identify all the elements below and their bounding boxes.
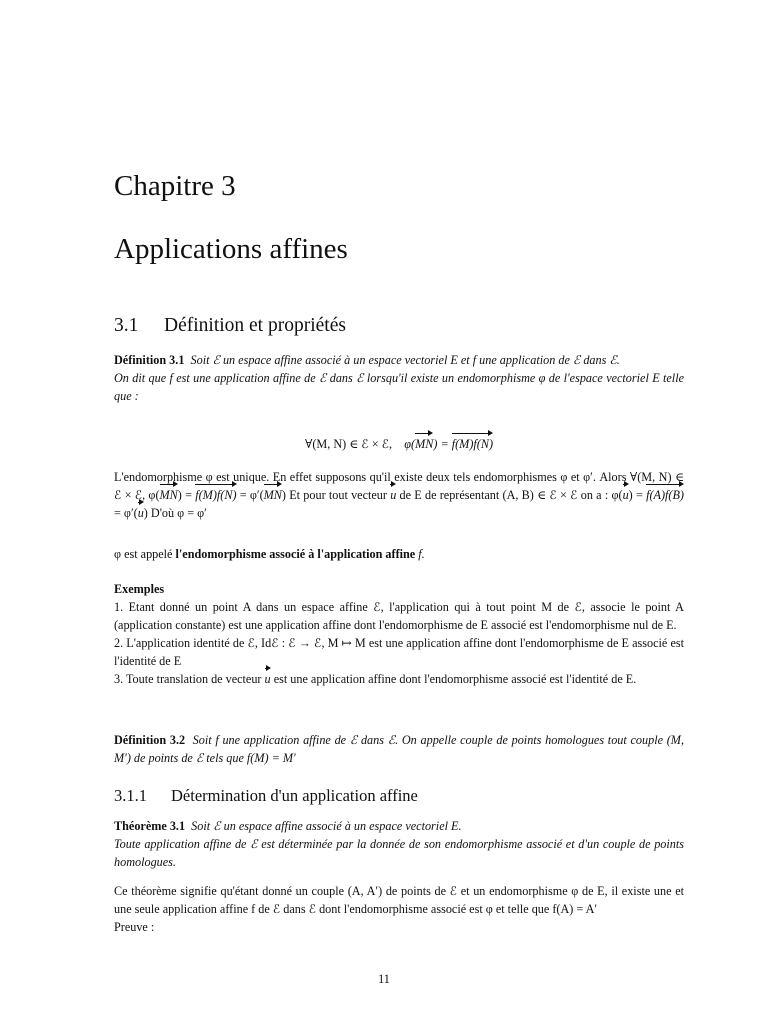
vector-mn: MN xyxy=(263,488,282,502)
section-title: Définition et propriétés xyxy=(164,315,346,336)
formula-quantifier: ∀(M, N) ∈ ℰ × ℰ, xyxy=(304,437,393,451)
text-run: ) Et pour tout vecteur xyxy=(281,488,391,502)
vector-mn: MN xyxy=(415,437,434,451)
theorem-text: Soit ℰ un espace affine associé à un espace vectoriel E. xyxy=(191,819,462,833)
formula-equals: ) = xyxy=(433,437,452,451)
chapter-title: Applications affines xyxy=(114,233,348,265)
vector-u: u xyxy=(137,506,144,520)
example-item: 1. Etant donné un point A dans un espace affine ℰ, l'application qui à tout point M de ℰ, associe le point A (application constante) est une application affine dont l'endomorphisme de E associé est l'endomorphisme nul de E. xyxy=(114,600,684,632)
definition-text: Soit f une application affine de ℰ dans ℰ. On appelle couple de points homologues tout couple (M, M′) de points de ℰ tels que f(M) = M′ xyxy=(114,733,685,765)
theorem-heading: Théorème 3.1 xyxy=(114,819,186,833)
theorem-explanation xyxy=(114,882,684,936)
theorem-3-1 xyxy=(114,817,684,871)
definition-text: On dit que f est une application affine de ℰ dans ℰ lorsqu'il existe un endomorphisme φ de l'espace vectoriel E telle que : xyxy=(114,371,684,403)
display-formula xyxy=(114,435,684,453)
vector-u: u xyxy=(390,488,397,502)
examples-section xyxy=(114,580,684,688)
vector-u: u xyxy=(264,672,271,686)
text-run: ) = xyxy=(628,488,647,502)
proof-label: Preuve : xyxy=(114,920,155,934)
explanation-text: Ce théorème signifie qu'étant donné un couple (A, A′) de points de ℰ et un endomorphisme φ de E, il existe une et une seule application affine f de ℰ dans ℰ dont l'endomorphisme associé est φ et telle que f(A) = A′ xyxy=(114,884,684,916)
text-run: f. xyxy=(418,547,425,561)
text-run: ) = xyxy=(177,488,196,502)
vector-fafb: f(A)f(B) xyxy=(646,488,684,502)
text-run: φ est appelé xyxy=(114,547,176,561)
definition-3-2 xyxy=(114,731,684,767)
formula-phi: φ( xyxy=(404,437,416,451)
text-run: ) D'où φ = φ′ xyxy=(143,506,207,520)
theorem-text: Toute application affine de ℰ est déterminée par la donnée de son endomorphisme associé et d'un couple de points homologues. xyxy=(114,837,684,869)
vector-fmfn: f(M)f(N) xyxy=(195,488,237,502)
subsection-heading xyxy=(114,785,418,807)
vector-u: u xyxy=(622,488,629,502)
definition-text: Soit ℰ un espace affine associé à un espace vectoriel E et f une application de ℰ dans ℰ. xyxy=(190,353,620,367)
definition-heading: Définition 3.2 xyxy=(114,733,186,747)
example-item: 2. L'application identité de ℰ, Idℰ : ℰ → ℰ, M ↦ M est une application affine dont l'endomorphisme de E associé est l'identité de E xyxy=(114,636,684,668)
text-run: de E de représentant (A, B) ∈ ℰ × ℰ on a : φ( xyxy=(396,488,623,502)
subsection-title: Détermination d'un application affine xyxy=(171,786,418,805)
chapter-label: Chapitre 3 xyxy=(114,170,236,202)
example-item: 3. Toute translation de vecteur u est une application affine dont l'endomorphisme associé est l'identité de E. xyxy=(114,672,637,686)
vector-fmfn: f(M)f(N) xyxy=(451,437,494,451)
text-run: L'endomorphisme φ est unique. En effet supposons qu'il existe deux tels endomorphismes φ et φ′. Alors ∀(M, N) ∈ ℰ × ℰ, φ( xyxy=(114,470,684,502)
uniqueness-paragraph xyxy=(114,468,684,522)
text-run: = φ′( xyxy=(114,506,138,520)
bold-term: l'endomorphisme associé à l'application affine xyxy=(175,547,419,561)
vector-mn: MN xyxy=(159,488,178,502)
page-number: 11 xyxy=(378,972,390,986)
subsection-number: 3.1.1 xyxy=(114,786,147,805)
examples-heading: Exemples xyxy=(114,582,165,596)
associated-endomorphism-note xyxy=(114,545,684,563)
text-run: = φ′( xyxy=(236,488,264,502)
section-heading xyxy=(114,313,346,339)
definition-3-1 xyxy=(114,351,684,405)
definition-heading: Définition 3.1 xyxy=(114,353,185,367)
section-number: 3.1 xyxy=(114,315,139,336)
